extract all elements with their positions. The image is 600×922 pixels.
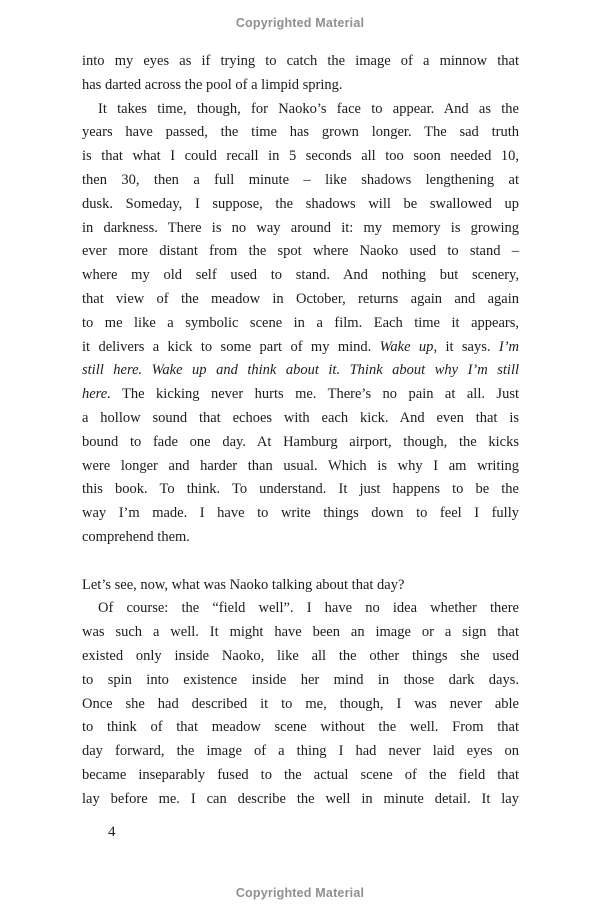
text-line <box>82 217 519 241</box>
text-line <box>82 478 519 502</box>
text-run: into my eyes as if trying to catch the image of a minnow that <box>82 53 519 69</box>
text-line <box>82 455 519 479</box>
text-run: dusk. Someday, I suppose, the shadows will be swallowed up <box>82 195 519 212</box>
copyright-notice-bottom: Copyrighted Material <box>235 886 365 900</box>
text-run: Once she had described it to me, though, I was never able <box>82 695 519 712</box>
text-run: Let’s see, now, what was Naoko talking about that day? <box>82 576 405 593</box>
page-number: 4 <box>108 824 116 840</box>
text-line <box>82 240 519 264</box>
text-line <box>82 764 519 788</box>
text-run: to think of that meadow scene without the well. From that <box>82 719 519 736</box>
text-line <box>82 264 519 288</box>
text-line <box>82 336 519 360</box>
text-run: has darted across the pool of a limpid spring. <box>82 76 343 93</box>
italic-run: here. <box>82 386 111 403</box>
text-run: , it says. <box>433 338 499 355</box>
copyright-notice-top: Copyrighted Material <box>235 16 365 30</box>
text-run: It takes time, though, for Naoko’s face to appear. And as the <box>98 100 519 117</box>
paragraph <box>82 597 519 811</box>
text-line <box>82 359 519 383</box>
text-line <box>82 121 519 145</box>
text-run: a hollow sound that echoes with each kick. And even that is <box>82 409 519 426</box>
text-run: day forward, the image of a thing I had never laid eyes on <box>82 743 519 760</box>
text-run: that view of the meadow in October, returns again and again <box>82 290 519 307</box>
text-run: ever more distant from the spot where Naoko used to stand – <box>82 243 519 260</box>
text-line <box>82 407 519 431</box>
text-run: was such a well. It might have been an image or a sign that <box>82 624 519 641</box>
text-run: comprehend them. <box>82 528 190 545</box>
text-run: it delivers a kick to some part of my mind. <box>82 338 380 355</box>
text-line <box>82 98 519 122</box>
text-line <box>82 574 519 598</box>
text-line <box>82 193 519 217</box>
italic-run: still here. Wake up and think about it. Think about why I’m still <box>82 362 519 379</box>
text-run: then 30, then a full minute – like shadows lengthening at <box>82 171 519 188</box>
text-line <box>82 621 519 645</box>
text-line <box>82 788 519 812</box>
text-line <box>82 645 519 669</box>
text-run: existed only inside Naoko, like all the other things she used <box>82 647 519 664</box>
text-run: to me like a symbolic scene in a film. Each time it appears, <box>82 314 519 331</box>
paragraph <box>82 98 519 550</box>
text-run: way I’m made. I have to write things down to feel I fully <box>82 505 519 522</box>
text-run: lay before me. I can describe the well in minute detail. It lay <box>82 790 519 807</box>
text-line <box>82 431 519 455</box>
text-run: in darkness. There is no way around it: my memory is growing <box>82 219 519 236</box>
text-line <box>82 288 519 312</box>
text-line <box>82 693 519 717</box>
text-run: this book. To think. To understand. It just happens to be the <box>82 481 519 498</box>
text-line <box>82 597 519 621</box>
italic-run: I’m <box>498 338 520 355</box>
paragraph <box>82 574 519 598</box>
text-line <box>82 526 519 550</box>
italic-run: Wake up <box>379 338 434 355</box>
text-line <box>82 669 519 693</box>
text-run: Of course: the “field well”. I have no idea whether there <box>98 600 519 617</box>
text-run: The kicking never hurts me. There’s no pain at all. Just <box>110 386 519 403</box>
text-run: were longer and harder than usual. Which is why I am writing <box>82 457 519 474</box>
text-line <box>82 502 519 526</box>
text-run: became inseparably fused to the actual scene of the field that <box>82 766 519 783</box>
text-run: to spin into existence inside her mind in those dark days. <box>82 671 519 688</box>
page-text <box>82 50 519 812</box>
text-line <box>82 50 519 74</box>
paragraph <box>82 50 519 98</box>
text-line <box>82 145 519 169</box>
text-line <box>82 740 519 764</box>
text-run: is that what I could recall in 5 seconds all too soon needed 10, <box>82 148 519 165</box>
text-line <box>82 383 519 407</box>
text-line <box>82 716 519 740</box>
text-line <box>82 74 519 98</box>
text-run: years have passed, the time has grown longer. The sad truth <box>82 124 519 141</box>
text-run: where my old self used to stand. And nothing but scenery, <box>82 267 519 284</box>
text-line <box>82 312 519 336</box>
text-run: bound to fade one day. At Hamburg airport, though, the kicks <box>82 433 519 450</box>
text-line <box>82 169 519 193</box>
